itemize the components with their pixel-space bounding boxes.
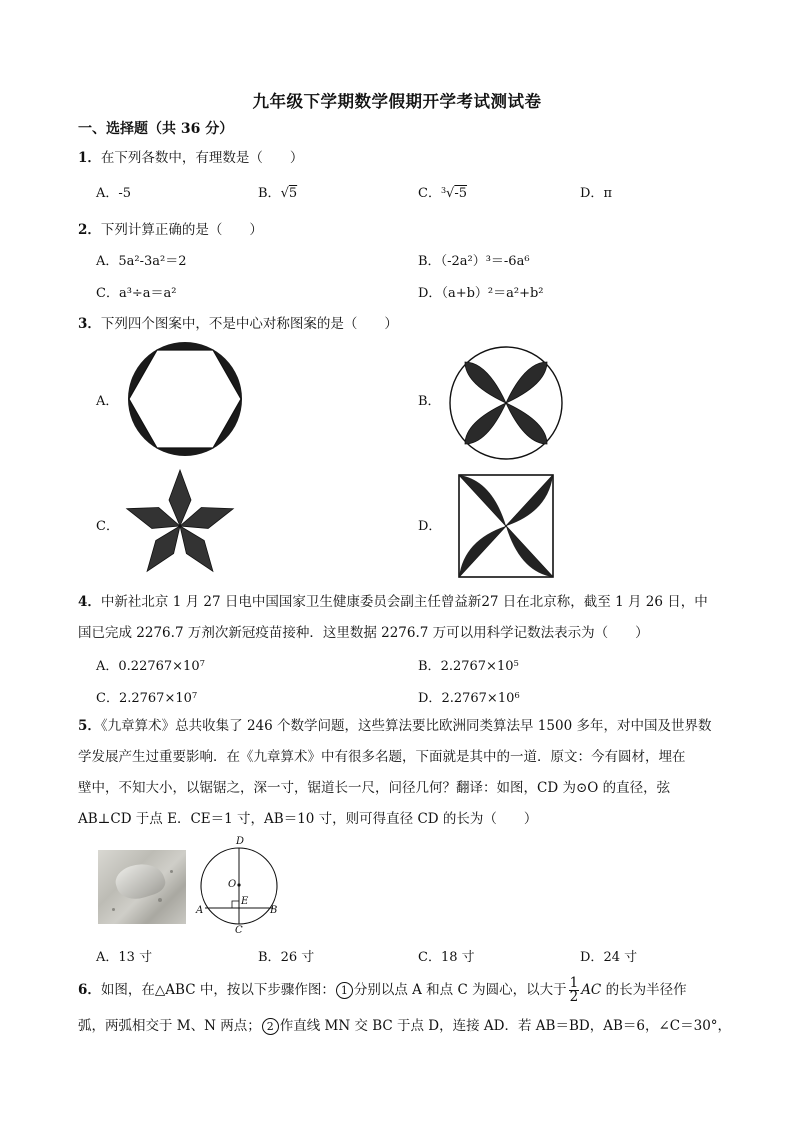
fraction-one-half: $\frac{1}{2}$	[569, 975, 579, 1005]
question-number: 6．	[78, 982, 101, 998]
question-number: 5．	[78, 718, 101, 734]
question-text-line: 壁中，不知大小，以锯锯之，深一寸，锯道长一尺，问径几何？翻译：如图，CD 为⊙O 的直径，弦	[78, 780, 671, 796]
q5-option-c: C．18 寸	[418, 950, 475, 965]
step-2-marker: 2	[262, 1018, 279, 1035]
q2-option-d: D．（a+b）²＝a²+b²	[418, 286, 544, 301]
question-text: 在下列各数中，有理数是（ ）	[100, 150, 304, 166]
buried-log-photo	[98, 850, 186, 924]
point-a-label: A	[196, 905, 204, 916]
question-text: 下列四个图案中，不是中心对称图案的是（ ）	[100, 316, 398, 332]
q1-option-a: A．-5	[96, 186, 132, 201]
q5-option-d: D．24 寸	[580, 950, 638, 965]
question-text-line: 国已完成 2276.7 万剂次新冠疫苗接种．这里数据 2276.7 万可以用科学记数法表示为（ ）	[78, 625, 649, 641]
q2-option-b: B．（-2a²）³＝-6a⁶	[418, 254, 530, 269]
question-text-line: 中新社北京 1 月 27 日电中国国家卫生健康委员会副主任曾益新27 日在北京称，截至 1 月 26 日，中	[100, 594, 708, 610]
q1-option-c: C．$^3$√-5	[418, 186, 468, 201]
point-b-label: B	[270, 905, 278, 916]
page-title: 九年级下学期数学假期开学考试测试卷	[252, 92, 542, 111]
point-d-label: D	[236, 836, 245, 847]
q4-option-b: B．$2.2767\times 10^5$	[418, 659, 519, 674]
question-text: 下列计算正确的是（ ）	[100, 222, 263, 238]
q3-option-a-label: A．	[96, 394, 119, 409]
q2-option-c: C．a³÷a＝a²	[96, 286, 177, 301]
question-text-line: 《九章算术》总共收集了 246 个数学问题，这些算法要比欧洲同类算法早 1500 多年，对中国及世界数	[100, 718, 712, 734]
q4-option-a: A．$0.22767\times 10^7$	[96, 659, 206, 674]
four-petal-circle-figure	[447, 344, 565, 462]
question-4-stem	[78, 587, 746, 649]
question-5-stem	[78, 711, 746, 835]
point-o-label: O	[228, 879, 237, 890]
q2-option-a: A．5a²-3a²＝2	[96, 254, 187, 269]
question-number: 1．	[78, 150, 101, 166]
question-6-line-1: 6．如图，在△ABC 中，按以下步骤作图： 1 分别以点 A 和点 C 为圆心，以大于 $\frac{1}{2}$ AC 的长为半径作	[78, 975, 687, 1005]
five-rhombus-star-figure	[120, 468, 240, 580]
pinwheel-square-figure	[458, 474, 554, 578]
cube-root-icon: √	[446, 186, 455, 201]
q4-option-d: D．$2.2767\times 10^6$	[418, 691, 520, 706]
question-2-stem	[78, 218, 263, 238]
q1-option-b: B．√5	[258, 186, 298, 201]
sqrt-icon: √	[280, 186, 289, 201]
question-number: 4．	[78, 594, 101, 610]
q5-option-b: B．26 寸	[258, 950, 315, 965]
question-1-stem	[78, 146, 303, 166]
q4-option-c: C．$2.2767\times 10^7$	[96, 691, 198, 706]
q3-option-c-label: C．	[96, 519, 119, 534]
step-1-marker: 1	[336, 982, 353, 999]
hexagon-in-circle-figure	[126, 340, 244, 458]
question-text-line: 学发展产生过重要影响．在《九章算术》中有很多名题，下面就是其中的一道．原文：今有圆材，埋在	[78, 749, 686, 765]
question-6-line-2: 弧，两弧相交于 M、N 两点； 2 作直线 MN 交 BC 于点 D，连接 AD．若 AB＝BD，AB＝6，∠C＝30°，	[78, 1018, 732, 1034]
question-text-line: AB⊥CD 于点 E．CE＝1 寸，AB＝10 寸，则可得直径 CD 的长为（ ）	[78, 811, 538, 827]
q3-option-b-label: B．	[418, 394, 441, 409]
point-e-label: E	[241, 896, 249, 907]
q5-option-a: A．13 寸	[96, 950, 153, 965]
q1-option-d: D．π	[580, 186, 612, 201]
q3-option-d-label: D．	[418, 519, 442, 534]
question-number: 3．	[78, 316, 101, 332]
point-c-label: C	[235, 925, 243, 936]
section-heading: 一、选择题（共 36 分）	[78, 121, 234, 137]
question-number: 2．	[78, 222, 101, 238]
question-3-stem	[78, 312, 398, 332]
